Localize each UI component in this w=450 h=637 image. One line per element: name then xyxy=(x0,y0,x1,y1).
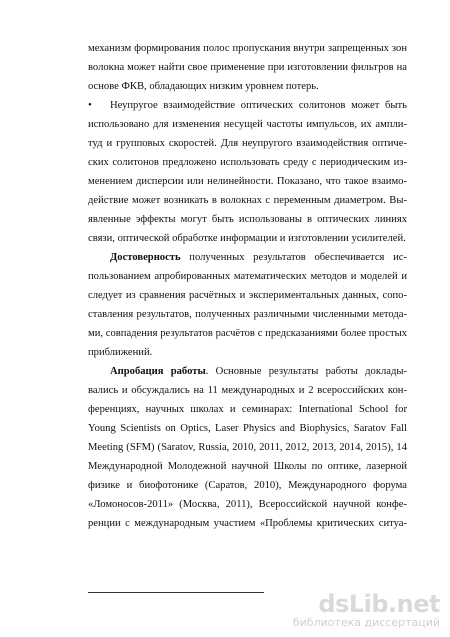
text-line: менением дисперсии или нелинейности. Показано, что такое взаимо- xyxy=(88,176,407,187)
text-line: Young Scientists on Optics, Laser Physics and Biophysics, Saratov Fall xyxy=(88,423,407,434)
text-line: вались и обсуждались на 11 международных и 2 всероссийских кон- xyxy=(88,385,407,396)
watermark-logo: dsLib.net xyxy=(318,590,440,618)
text-line: приближений. xyxy=(88,347,153,358)
text-line: следует из сравнения расчётных и экспериментальных данных, сопо- xyxy=(88,290,407,301)
text-line: ми, совпадения результатов расчётов с предсказаниями более простых xyxy=(88,328,407,339)
text-line: Meeting (SFM) (Saratov, Russia, 2010, 2011, 2012, 2013, 2014, 2015), 14 xyxy=(88,442,407,453)
text-line: использовано для изменения несущей частоты импульсов, их ампли- xyxy=(88,119,407,130)
text-line: действие может возникать в волокнах с переменным диаметром. Вы- xyxy=(88,195,407,206)
text-line: механизм формирования полос пропускания внутри запрещенных зон xyxy=(88,43,407,54)
text-line: связи, оптической обработке информации и изготовлении усилителей. xyxy=(88,233,406,244)
footnote-separator xyxy=(88,592,264,593)
text-line: явленные эффекты могут быть использованы в оптических линиях xyxy=(88,214,407,225)
text-line: Основные результаты работы доклады- xyxy=(215,366,408,377)
text-line: ских солитонов предложено использовать среду с периодическим из- xyxy=(88,157,407,168)
text-line: волокна может найти свое применение при изготовлении фильтров на xyxy=(88,62,407,73)
approbation-heading: Апробация работы xyxy=(110,366,206,377)
text-line: Международной Молодежной научной Школы по оптике, лазерной xyxy=(88,461,407,472)
watermark-subtitle: библиотека диссертаций xyxy=(292,616,440,629)
heading-period: . xyxy=(205,366,209,377)
text-line: ренции с международным участием «Проблемы критических ситуа- xyxy=(88,518,407,529)
text-line: ференциях, научных школах и семинарах: International School for xyxy=(88,404,407,415)
bullet-marker: • xyxy=(88,99,92,111)
text-line: «Ломоносов-2011» (Москва, 2011), Всероссийской научной конфе- xyxy=(88,499,407,510)
watermark xyxy=(293,592,440,629)
text-line: полученных результатов обеспечивается ис- xyxy=(189,252,407,263)
text-line: ставления результатов, полученных различными численными метода- xyxy=(88,309,407,320)
paragraph-first-line xyxy=(110,365,407,378)
text-line: основе ФКВ, обладающих низким уровнем потерь. xyxy=(88,81,319,92)
text-line: пользованием апробированных математических методов и моделей и xyxy=(88,271,407,282)
text-line: физике и биофотонике (Саратов, 2010), Международного форума xyxy=(88,480,407,491)
text-line: Неупругое взаимодействие оптических солитонов может быть xyxy=(110,100,407,111)
paragraph-first-line xyxy=(110,251,407,264)
reliability-heading: Достоверность xyxy=(110,252,181,263)
text-line: туд и групповых скоростей. Для неупругого взаимодействия оптиче- xyxy=(88,138,407,149)
